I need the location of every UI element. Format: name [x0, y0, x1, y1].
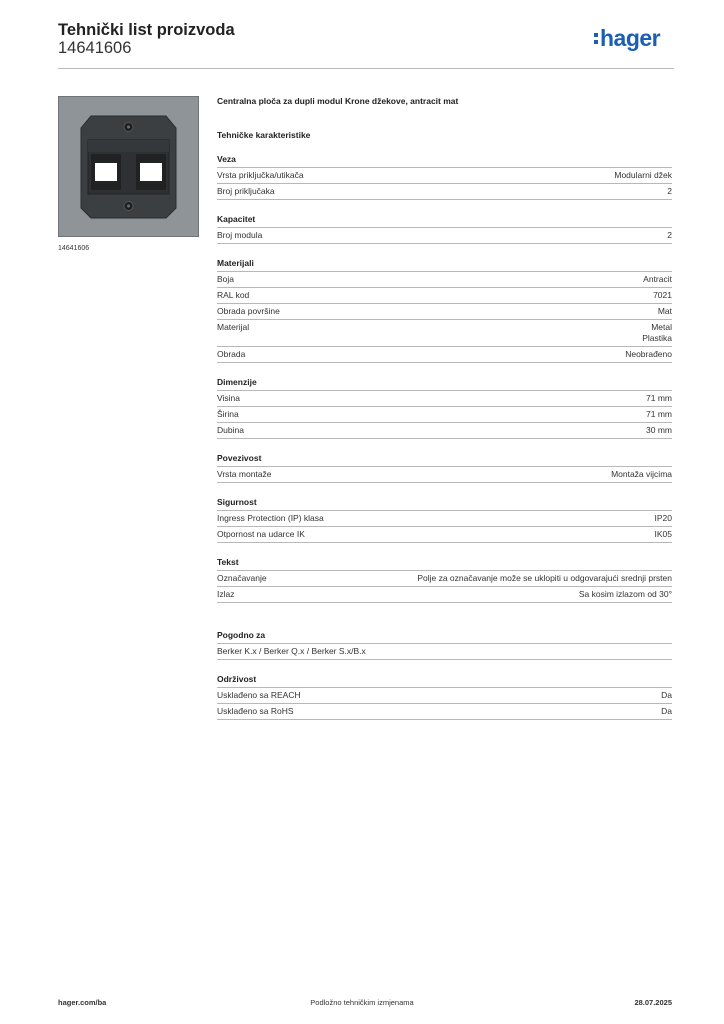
- spec-value: [305, 529, 672, 540]
- spec-value-line: Da: [661, 690, 672, 700]
- spec-row: [217, 184, 672, 200]
- spec-row: [217, 423, 672, 439]
- spec-value-line: 2: [667, 186, 672, 196]
- spec-group-title: Veza: [217, 153, 672, 168]
- spec-row: [217, 168, 672, 184]
- spec-group-title: Tekst: [217, 556, 672, 571]
- footer-note: Podložno tehničkim izmjenama: [310, 998, 414, 1007]
- spec-value: [280, 306, 672, 317]
- spec-group-title: Pogodno za: [217, 629, 672, 644]
- spec-value: [234, 274, 672, 285]
- spec-group-title: Kapacitet: [217, 213, 672, 228]
- spec-label: Širina: [217, 409, 239, 419]
- spec-row: [217, 571, 672, 587]
- footer-website[interactable]: hager.com/ba: [58, 998, 107, 1007]
- spec-group-title: Materijali: [217, 257, 672, 272]
- spec-label: Broj modula: [217, 230, 263, 240]
- spec-value-line: IP20: [654, 513, 672, 523]
- spec-value: [234, 589, 672, 600]
- product-image: [58, 96, 199, 237]
- spec-row: [217, 304, 672, 320]
- spec-content: [217, 96, 672, 720]
- spec-value: [267, 573, 672, 584]
- spec-value-line: Sa kosim izlazom od 30°: [578, 589, 672, 599]
- spec-label: Obrada: [217, 349, 246, 359]
- spec-label: Otpornost na udarce IK: [217, 529, 305, 539]
- spec-value: [366, 646, 672, 657]
- spec-row: [217, 320, 672, 347]
- spec-row: [217, 511, 672, 527]
- spec-value-line: IK05: [654, 529, 672, 539]
- spec-label: Obrada površine: [217, 306, 280, 316]
- spec-label: Boja: [217, 274, 235, 284]
- spec-row: [217, 407, 672, 423]
- page-title: Tehnički list proizvoda: [58, 21, 235, 39]
- spec-row: [217, 688, 672, 704]
- spec-label: Vrsta priključka/utikača: [217, 170, 304, 180]
- spec-group-title: Dimenzije: [217, 376, 672, 391]
- spec-value: [240, 393, 672, 404]
- spec-value: [249, 290, 672, 301]
- spec-value-line: 71 mm: [646, 393, 672, 403]
- socket-plate-icon: [58, 96, 199, 237]
- spec-value-line: 7021: [653, 290, 672, 300]
- spec-value-line: Da: [661, 706, 672, 716]
- spec-label: Berker K.x / Berker Q.x / Berker S.x/B.x: [217, 646, 366, 656]
- spec-groups: [217, 153, 672, 720]
- spec-value: [239, 409, 672, 420]
- spec-row: [217, 704, 672, 720]
- spec-label: Dubina: [217, 425, 244, 435]
- spec-value: [301, 690, 672, 701]
- product-title: Centralna ploča za dupli modul Krone džekove, antracit mat: [217, 96, 459, 106]
- spec-value-line: 2: [667, 230, 672, 240]
- spec-value-line: Plastika: [642, 333, 672, 343]
- spec-value-line: Montaža vijcima: [611, 469, 672, 479]
- spec-label: Označavanje: [217, 573, 267, 583]
- logo-dots-icon: [594, 33, 598, 44]
- spec-value: [304, 170, 672, 181]
- spec-value-line: Mat: [657, 306, 672, 316]
- spec-row: [217, 391, 672, 407]
- spec-value: [324, 513, 672, 524]
- spec-label: Izlaz: [217, 589, 235, 599]
- spec-row: [217, 272, 672, 288]
- spec-value: [249, 322, 672, 344]
- logo-text: hager: [600, 25, 661, 51]
- spec-row: [217, 347, 672, 363]
- spec-group-title: Povezivost: [217, 452, 672, 467]
- spec-label: Ingress Protection (IP) klasa: [217, 513, 324, 523]
- spec-value: [294, 706, 672, 717]
- spec-label: RAL kod: [217, 290, 250, 300]
- spec-value: [245, 349, 672, 360]
- spec-value: [275, 186, 672, 197]
- spec-label: Usklađeno sa RoHS: [217, 706, 294, 716]
- spec-group-title: Sigurnost: [217, 496, 672, 511]
- spec-value-line: Metal: [651, 322, 672, 332]
- spec-value-line: Polje za označavanje može se uklopiti u odgovarajući srednji prsten: [417, 573, 672, 583]
- footer-date: 28.07.2025: [634, 998, 672, 1007]
- spec-value-line: Antracit: [643, 274, 672, 284]
- spec-label: Broj priključaka: [217, 186, 275, 196]
- spec-value-line: 30 mm: [646, 425, 672, 435]
- spec-group-title: Održivost: [217, 673, 672, 688]
- spec-label: Materijal: [217, 322, 250, 332]
- spec-row: [217, 527, 672, 543]
- header-divider: [58, 68, 674, 69]
- section-title: Tehničke karakteristike: [217, 130, 311, 140]
- spec-row: [217, 288, 672, 304]
- hager-logo: [594, 27, 660, 50]
- product-code: 14641606: [58, 39, 132, 57]
- spec-value: [262, 230, 672, 241]
- spec-label: Usklađeno sa REACH: [217, 690, 301, 700]
- image-caption: 14641606: [58, 245, 90, 252]
- spec-value: [244, 425, 672, 436]
- spec-row: [217, 587, 672, 603]
- spec-value: [272, 469, 673, 480]
- spec-value-line: Modularni džek: [614, 170, 672, 180]
- spec-value-line: 71 mm: [646, 409, 672, 419]
- spec-label: Vrsta montaže: [217, 469, 272, 479]
- spec-row: [217, 644, 672, 660]
- spec-row: [217, 467, 672, 483]
- spec-row: [217, 228, 672, 244]
- spec-label: Visina: [217, 393, 240, 403]
- spec-value-line: Neobrađeno: [625, 349, 672, 359]
